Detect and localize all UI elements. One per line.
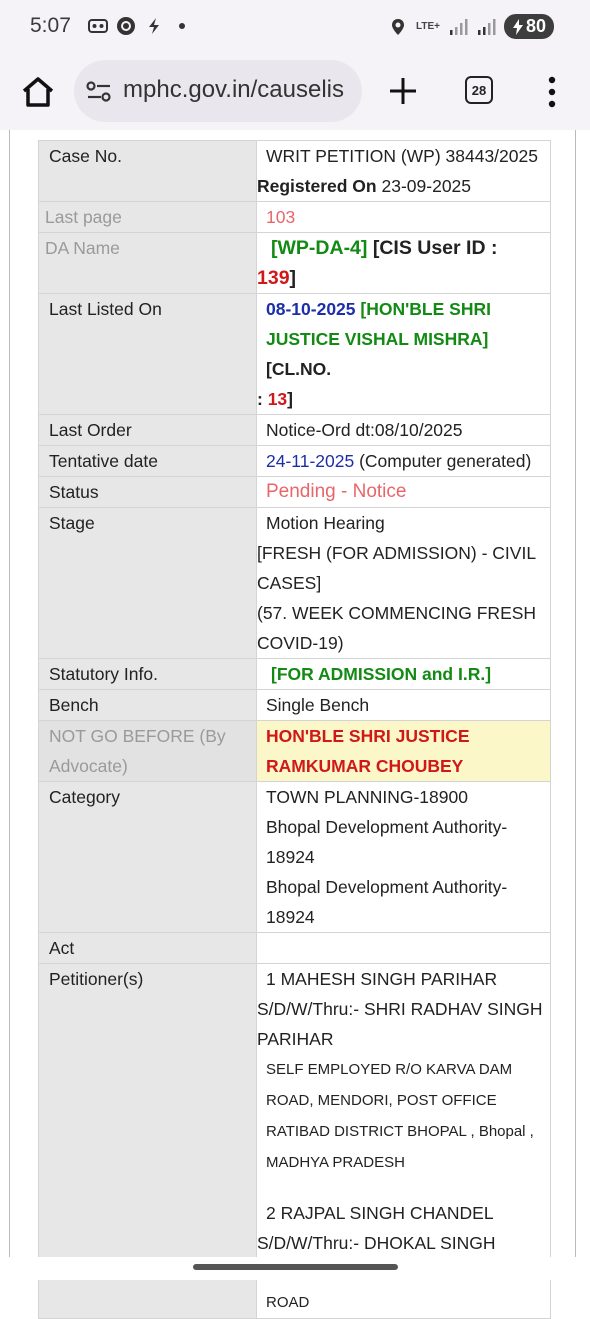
tab-switcher-icon[interactable] — [465, 76, 493, 104]
not-go-before-judge: HON'BLE SHRI JUSTICE RAMKUMAR CHOUBEY — [266, 726, 470, 776]
system-icons — [388, 14, 554, 39]
dot-icon — [172, 16, 192, 36]
case-number: WRIT PETITION (WP) 38443/2025 — [266, 146, 538, 166]
value-tentative-date — [257, 446, 551, 477]
row-act — [39, 933, 551, 964]
page-border-right — [575, 130, 576, 1257]
status-time: 5:07 — [30, 14, 71, 37]
value-case-no — [257, 141, 551, 202]
label-stage: Stage — [39, 508, 257, 659]
value-not-go-before — [257, 721, 551, 782]
cis-user-label: [CIS User ID : — [372, 237, 498, 259]
value-da-name — [257, 233, 551, 294]
da-code: [WP-DA-4] — [271, 237, 368, 259]
label-case-no: Case No. — [39, 141, 257, 202]
last-listed-date: 08-10-2025 — [266, 299, 356, 319]
cis-user-close: ] — [289, 267, 297, 289]
gesture-handle[interactable] — [193, 1264, 398, 1270]
value-status — [257, 477, 551, 508]
label-status: Status — [39, 477, 257, 508]
petitioner-2-relation: S/D/W/Thru:- DHOKAL SINGH — [257, 1233, 496, 1253]
last-listed-judge: [HON'BLE SHRI JUSTICE VISHAL MISHRA] — [266, 299, 491, 349]
label-tentative-date: Tentative date — [39, 446, 257, 477]
label-not-go-before — [39, 721, 257, 782]
location-icon — [388, 17, 408, 37]
value-stage — [257, 508, 551, 659]
address-bar[interactable] — [74, 60, 362, 122]
row-status — [39, 477, 551, 508]
label-last-listed: Last Listed On — [39, 294, 257, 415]
petitioner-1-relation: S/D/W/Thru:- SHRI RADHAV SINGH PARIHAR — [257, 999, 543, 1049]
stage-line-2: [FRESH (FOR ADMISSION) - CIVIL CASES] — [257, 543, 536, 593]
new-tab-plus-icon[interactable] — [384, 72, 422, 110]
whatsapp-icon — [116, 16, 136, 36]
value-category — [257, 782, 551, 933]
label-statutory-info: Statutory Info. — [39, 659, 257, 690]
value-act — [257, 933, 551, 964]
signal-icon — [448, 17, 468, 37]
category-item-3: Bhopal Development Authority-18924 — [266, 877, 508, 927]
category-item-1: TOWN PLANNING-18900 — [266, 787, 468, 807]
status-bar — [0, 0, 590, 56]
bench-text: Single Bench — [266, 695, 370, 715]
statutory-info-text: [FOR ADMISSION and I.R.] — [271, 664, 492, 684]
not-go-before-label: NOT GO BEFORE (By Advocate) — [49, 726, 226, 776]
home-icon[interactable] — [18, 72, 58, 112]
petitioner-2-address: ROAD — [266, 1294, 310, 1311]
label-da-name: DA Name — [39, 233, 257, 294]
label-last-order: Last Order — [39, 415, 257, 446]
signal-icon-2 — [476, 17, 496, 37]
case-details-table — [38, 140, 551, 1319]
value-statutory-info — [257, 659, 551, 690]
more-menu-icon[interactable] — [540, 74, 564, 110]
network-type: LTE+ — [415, 20, 440, 32]
url-text[interactable]: mphc.gov.in/causelis — [123, 76, 344, 103]
registered-on-label: Registered On — [257, 176, 377, 196]
cis-user-id: 139 — [257, 267, 290, 289]
category-item-2: Bhopal Development Authority-18924 — [266, 817, 508, 867]
row-tentative-date — [39, 446, 551, 477]
row-da-name — [39, 233, 551, 294]
label-bench: Bench — [39, 690, 257, 721]
stage-line-3: (57. WEEK COMMENCING FRESH COVID-19) — [257, 603, 537, 653]
notification-icons — [88, 16, 192, 36]
row-last-page — [39, 202, 551, 233]
battery-level: 80 — [525, 16, 546, 36]
label-category: Category — [39, 782, 257, 933]
status-text: Pending - Notice — [266, 481, 407, 502]
value-bench — [257, 690, 551, 721]
stage-line-1: Motion Hearing — [266, 513, 385, 533]
registered-on-date: 23-09-2025 — [381, 176, 472, 196]
row-case-no — [39, 141, 551, 202]
petitioner-1-address: SELF EMPLOYED R/O KARVA DAM ROAD, MENDORI, POST OFFICE RATIBAD DISTRICT BHOPAL , Bhopal , MADHYA PRADESH — [266, 1061, 534, 1171]
label-act: Act — [39, 933, 257, 964]
row-category — [39, 782, 551, 933]
web-page — [0, 130, 590, 1311]
page-border-left — [9, 130, 10, 1257]
browser-toolbar — [0, 56, 590, 130]
cl-no-close: ] — [287, 389, 293, 409]
voicemail-icon — [88, 16, 108, 36]
petitioner-1-name: 1 MAHESH SINGH PARIHAR — [266, 969, 498, 989]
row-last-order — [39, 415, 551, 446]
tentative-note: (Computer generated) — [359, 451, 532, 471]
last-page-number: 103 — [266, 207, 296, 227]
row-not-go-before — [39, 721, 551, 782]
petitioner-spacer — [257, 1178, 550, 1198]
tab-count: 28 — [471, 82, 487, 98]
cl-no-value: 13 — [267, 389, 288, 409]
row-stage — [39, 508, 551, 659]
label-petitioners: Petitioner(s) — [39, 964, 257, 1319]
flash-icon — [144, 16, 164, 36]
tentative-date: 24-11-2025 — [266, 451, 355, 471]
petitioner-2-name: 2 RAJPAL SINGH CHANDEL — [266, 1203, 494, 1223]
value-last-order — [257, 415, 551, 446]
value-last-page — [257, 202, 551, 233]
row-bench — [39, 690, 551, 721]
last-order-text: Notice-Ord dt:08/10/2025 — [266, 420, 463, 440]
cl-no-sep: : — [257, 389, 263, 409]
cl-no-label: [CL.NO. — [266, 359, 332, 379]
battery-indicator — [504, 14, 554, 39]
row-statutory-info — [39, 659, 551, 690]
site-settings-icon[interactable] — [86, 80, 112, 104]
battery-charging-icon — [512, 19, 524, 35]
label-last-page: Last page — [39, 202, 257, 233]
row-last-listed — [39, 294, 551, 415]
value-last-listed — [257, 294, 551, 415]
